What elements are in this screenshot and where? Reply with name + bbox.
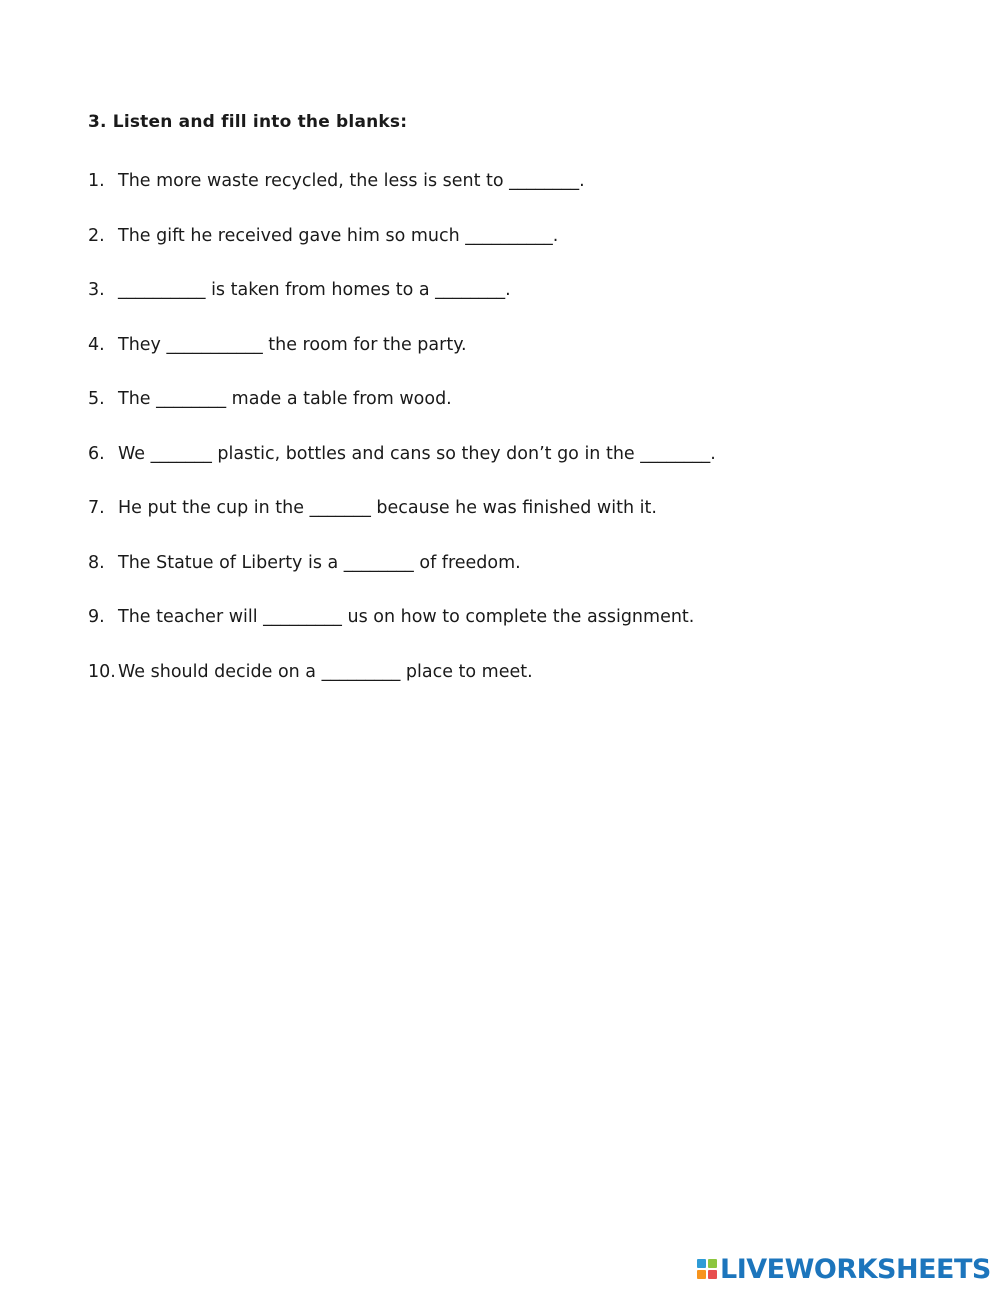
question-number: 5.: [88, 389, 105, 409]
question-number: 10.: [88, 661, 116, 682]
question-text: The teacher will _________ us on how to complete the assignment.: [118, 607, 695, 627]
question-text: The Statue of Liberty is a ________ of freedom.: [118, 552, 521, 573]
liveworksheets-logo: [697, 1254, 991, 1284]
question-number: 1.: [88, 171, 105, 191]
logo-text: LIVEWORKSHEETS: [720, 1253, 991, 1285]
logo-mark-square: [708, 1270, 717, 1279]
question-number: 2.: [88, 225, 105, 246]
question-text: We should decide on a _________ place to meet.: [118, 661, 533, 682]
question-text: We _______ plastic, bottles and cans so they don’t go in the ________.: [118, 443, 716, 464]
logo-mark-square: [697, 1270, 706, 1279]
question-number: 3.: [88, 280, 105, 300]
worksheet-heading: 3. Listen and fill into the blanks:: [88, 112, 408, 132]
question-text: The ________ made a table from wood.: [118, 389, 452, 409]
question-text: __________ is taken from homes to a ________.: [118, 280, 511, 300]
question-number: 4.: [88, 334, 105, 355]
question-number: 8.: [88, 552, 105, 573]
question-text: The more waste recycled, the less is sent to ________.: [118, 171, 585, 191]
logo-mark-square: [697, 1259, 706, 1268]
logo-mark-square: [708, 1259, 717, 1268]
question-text: They ___________ the room for the party.: [118, 334, 467, 355]
question-number: 7.: [88, 498, 105, 518]
logo-mark-icon: [697, 1259, 717, 1279]
question-number: 6.: [88, 443, 105, 464]
question-text: The gift he received gave him so much __________.: [118, 225, 559, 246]
question-text: He put the cup in the _______ because he was finished with it.: [118, 498, 657, 518]
question-number: 9.: [88, 607, 105, 627]
